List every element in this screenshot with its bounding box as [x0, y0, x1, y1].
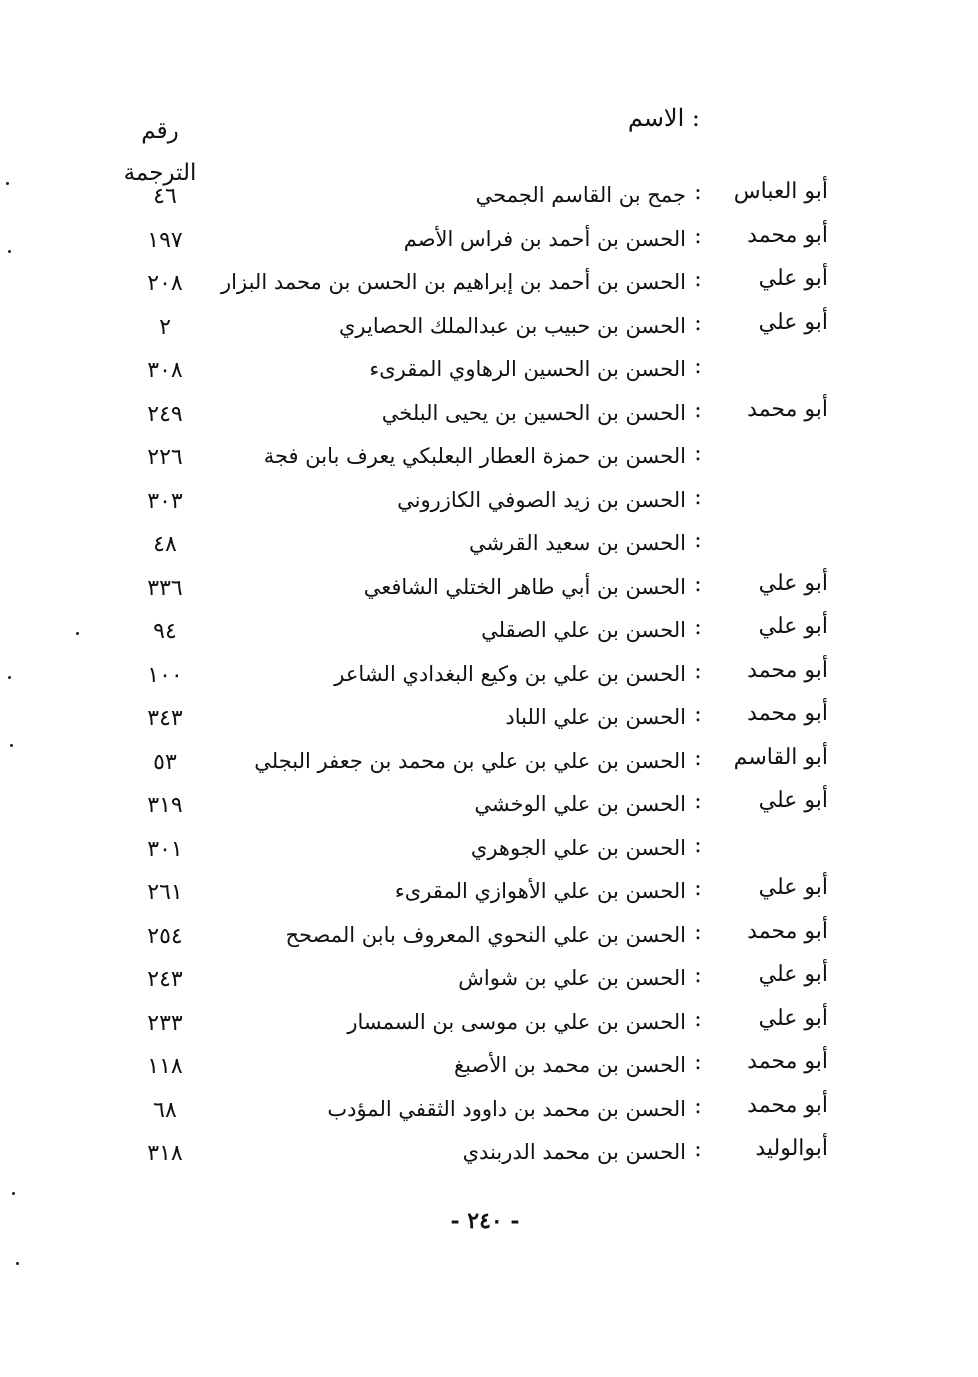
entry-number: ٣٠١ [147, 836, 183, 862]
entry-separator: : [694, 1050, 702, 1075]
entry-separator: : [694, 354, 702, 379]
table-row [0, 1133, 978, 1177]
entry-kunya: أبو محمد [747, 222, 828, 248]
entry-separator: : [694, 745, 702, 771]
entry-separator: : [694, 963, 702, 988]
entry-name: الحسن بن حمزة العطار البعلبكي يعرف بابن فجة [263, 444, 686, 468]
entry-kunya: أبو علي [758, 570, 828, 596]
entry-separator: : [694, 789, 702, 814]
entry-separator: : [694, 1093, 702, 1119]
scan-speck [8, 676, 11, 679]
entry-name: الحسن بن أبي طاهر الختلي الشافعي [363, 574, 686, 599]
entry-name: الحسن بن علي بن شواش [458, 966, 686, 990]
entry-name: الحسن بن علي بن موسى بن السمسار [347, 1009, 686, 1034]
entry-name: الحسن بن محمد بن داوود الثقفي المؤدب [327, 1096, 686, 1121]
entry-number: ٣١٩ [147, 793, 183, 818]
entry-name: الحسن بن الحسين بن يحيى البلخي [381, 400, 686, 425]
table-row [0, 655, 978, 699]
table-row [0, 394, 978, 438]
entry-separator: : [694, 1137, 702, 1162]
entry-name: الحسن بن الحسين الرهاوي المقرىء [369, 357, 686, 381]
entry-name: الحسن بن علي اللباد [505, 705, 686, 729]
table-row [0, 1090, 978, 1134]
scan-speck [8, 250, 11, 253]
entry-number: ٣٠٨ [147, 358, 183, 383]
table-row [0, 263, 978, 307]
entry-kunya: أبو علي [758, 266, 828, 291]
entry-number: ٢٢٦ [147, 445, 183, 470]
table-row [0, 307, 978, 351]
entry-kunya: أبو علي [758, 962, 828, 987]
table-row [0, 698, 978, 742]
entry-separator: : [694, 528, 702, 553]
entry-number: ٢ [159, 314, 171, 340]
entry-kunya: أبو محمد [747, 701, 828, 726]
entry-number: ٢٤٩ [147, 401, 183, 427]
entry-separator: : [694, 571, 702, 597]
number-header-line2: الترجمة [123, 160, 197, 186]
table-row [0, 916, 978, 960]
scan-speck [6, 182, 9, 185]
scan-speck [16, 1262, 19, 1265]
scan-speck [76, 632, 79, 635]
entry-separator: : [694, 615, 702, 640]
entry-kunya: أبو علي [758, 875, 828, 900]
entry-number: ١٩٧ [147, 227, 183, 253]
entry-separator: : [694, 397, 702, 423]
entry-name: الحسن بن علي بن علي بن محمد بن جعفر البجلي [254, 748, 686, 773]
entry-separator: : [694, 223, 702, 249]
entry-name: الحسن بن أحمد بن إبراهيم بن الحسن بن محمد البزار [221, 270, 686, 294]
entry-number: ٩٤ [153, 619, 177, 644]
table-row [0, 176, 978, 220]
entry-separator: : [694, 310, 702, 336]
table-row [0, 785, 978, 829]
table-row [0, 829, 978, 873]
entry-separator: : [694, 876, 702, 901]
entry-name: الحسن بن سعيد القرشي [469, 531, 686, 555]
entry-number: ٥٣ [153, 749, 177, 775]
entry-name: الحسن بن علي الجوهري [470, 835, 686, 860]
table-row [0, 220, 978, 264]
entry-kunya: أبو علي [758, 309, 828, 335]
table-row [0, 350, 978, 394]
number-header-line1: رقم [141, 118, 179, 144]
entry-separator: : [694, 919, 702, 945]
entry-separator: : [694, 702, 702, 727]
entry-separator: : [694, 441, 702, 466]
entry-number: ٣٠٣ [147, 488, 183, 514]
name-column-header: : الاسم [627, 104, 700, 132]
page-number: - ٢٤٠ - [450, 1208, 520, 1234]
entry-number: ٢٤٣ [147, 967, 183, 992]
scan-speck [12, 1192, 15, 1195]
entry-name: الحسن بن علي النحوي المعروف بابن المصحح [285, 922, 686, 947]
entry-name: الحسن بن علي الوخشي [474, 792, 686, 816]
entry-separator: : [694, 267, 702, 292]
entry-number: ٤٨ [153, 532, 177, 557]
entry-name: جمح بن القاسم الجمحي [475, 183, 686, 207]
entries-list [0, 176, 978, 1177]
entry-number: ٢٥٤ [147, 923, 183, 949]
table-row [0, 611, 978, 655]
entry-number: ٣٣٦ [147, 575, 183, 601]
entry-name: الحسن بن أحمد بن فراس الأصم [403, 226, 686, 251]
entry-name: الحسن بن حبيب بن عبدالملك الحصايري [338, 313, 686, 338]
entry-kunya: أبو العباس [733, 179, 828, 204]
entry-kunya: أبو علي [758, 1005, 828, 1031]
entry-separator: : [694, 1006, 702, 1032]
entry-kunya: أبو محمد [747, 1092, 828, 1118]
entry-separator: : [694, 484, 702, 510]
scan-speck [10, 744, 13, 747]
entry-number: ٢٦١ [147, 880, 183, 905]
entry-name: الحسن بن علي الأهوازي المقرىء [394, 879, 686, 903]
entry-number: ٣١٨ [147, 1141, 183, 1166]
entry-kunya: أبو محمد [747, 1049, 828, 1074]
table-row [0, 959, 978, 1003]
entry-kunya: أبوالوليد [755, 1136, 828, 1161]
table-row [0, 742, 978, 786]
entry-number: ٣٤٣ [147, 706, 183, 731]
entry-name: الحسن بن محمد بن الأصبغ [454, 1053, 686, 1077]
entry-number: ٢٣٣ [147, 1010, 183, 1036]
table-row [0, 1003, 978, 1047]
entry-number: ١٠٠ [147, 662, 183, 688]
table-row [0, 1046, 978, 1090]
entry-number: ١١٨ [147, 1054, 183, 1079]
entry-kunya: أبو محمد [747, 657, 828, 683]
table-row [0, 481, 978, 525]
entry-number: ٢٠٨ [147, 271, 183, 296]
entry-kunya: أبو محمد [747, 918, 828, 944]
entry-name: الحسن بن محمد الدربندي [462, 1140, 686, 1164]
entry-kunya: أبو القاسم [733, 744, 828, 770]
table-row [0, 568, 978, 612]
entry-name: الحسن بن علي بن وكيع البغدادي الشاعر [334, 661, 686, 686]
entry-name: الحسن بن علي الصقلي [481, 618, 686, 642]
table-row [0, 872, 978, 916]
entry-kunya: أبو علي [758, 788, 828, 813]
entry-separator: : [694, 180, 702, 205]
entry-separator: : [694, 832, 702, 858]
entry-kunya: أبو محمد [747, 396, 828, 422]
entry-number: ٦٨ [153, 1097, 177, 1123]
table-row [0, 437, 978, 481]
table-row [0, 524, 978, 568]
entry-kunya: أبو علي [758, 614, 828, 639]
entry-number: ٤٦ [153, 184, 177, 209]
entry-separator: : [694, 658, 702, 684]
entry-name: الحسن بن زيد الصوفي الكازروني [397, 487, 686, 512]
